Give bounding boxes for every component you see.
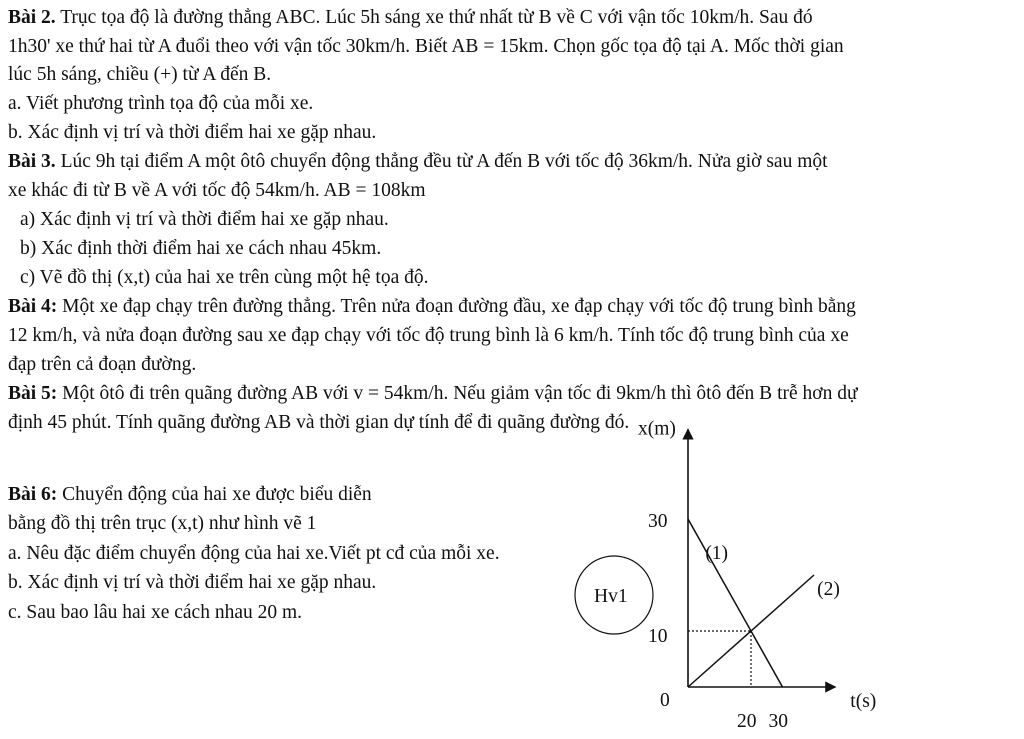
bai3-question-a: a) Xác định vị trí và thời điểm hai xe gặp nhau.	[20, 209, 389, 230]
bai6-question-c: c. Sau bao lâu hai xe cách nhau 20 m.	[8, 602, 303, 623]
bai4-label: Bài 4:	[8, 296, 58, 317]
bai6-text-1: Chuyển động của hai xe được biểu diễn	[57, 484, 372, 505]
bai2-line-2: 1h30' xe thứ hai từ A đuổi theo với vận tốc 30km/h. Biết AB = 15km. Chọn gốc tọa độ tại A. Mốc thời gian	[8, 36, 844, 57]
bai6-line-2: bằng đồ thị trên trục (x,t) như hình vẽ 1	[8, 513, 317, 534]
bai3-question-b: b) Xác định thời điểm hai xe cách nhau 45km.	[20, 238, 382, 259]
bai2-question-a: a. Viết phương trình tọa độ của mỗi xe.	[8, 93, 314, 114]
series-label: (1)	[705, 543, 729, 564]
bai4-line-2: 12 km/h, và nửa đoạn đường sau xe đạp chạy với tốc độ trung bình là 6 km/h. Tính tốc độ trung bình của xe	[8, 325, 849, 346]
series-line-1	[688, 519, 783, 687]
bai2-text-1: Trục tọa độ là đường thẳng ABC. Lúc 5h sáng xe thứ nhất từ B về C với vận tốc 10km/h. Sau đó	[55, 7, 813, 28]
bai2-line-3: lúc 5h sáng, chiều (+) từ A đến B.	[8, 64, 272, 85]
bai3-text-1: Lúc 9h tại điểm A một ôtô chuyển động thẳng đều từ A đến B với tốc độ 36km/h. Nửa giờ sau một	[55, 151, 828, 172]
bai6-question-b: b. Xác định vị trí và thời điểm hai xe gặp nhau.	[8, 572, 377, 593]
bai2-label: Bài 2.	[8, 7, 56, 28]
bai5-line-2: định 45 phút. Tính quãng đường AB và thời gian dự tính để đi quãng đường đó.	[8, 412, 630, 433]
y-axis-label: x(m)	[638, 418, 676, 440]
bai4-line-3: đạp trên cả đoạn đường.	[8, 354, 197, 375]
bai3-question-c: c) Vẽ đồ thị (x,t) của hai xe trên cùng một hệ tọa độ.	[20, 267, 429, 288]
bai2-question-b: b. Xác định vị trí và thời điểm hai xe gặp nhau.	[8, 122, 377, 143]
bai5-text-1: Một ôtô đi trên quãng đường AB với v = 54km/h. Nếu giảm vận tốc đi 9km/h thì ôtô đến B trễ hơn dự	[57, 383, 858, 404]
series-label: (2)	[817, 579, 840, 600]
x-tick-label: 20	[737, 711, 757, 732]
x-axis-label: t(s)	[850, 691, 877, 712]
origin-label: 0	[660, 690, 670, 711]
bai6-label: Bài 6:	[8, 484, 58, 505]
bai4-text-1: Một xe đạp chạy trên đường thẳng. Trên nửa đoạn đường đầu, xe đạp chạy với tốc độ trung bình bằng	[57, 296, 856, 317]
x-tick-label: 30	[768, 711, 788, 732]
bai3-label: Bài 3.	[8, 151, 56, 172]
bai6-question-a: a. Nêu đặc điểm chuyển động của hai xe.Viết pt cđ của mỗi xe.	[8, 543, 500, 564]
figure-label: Hv1	[594, 586, 628, 607]
bai3-line-2: xe khác đi từ B về A với tốc độ 54km/h. AB = 108km	[8, 180, 426, 201]
y-tick-label: 30	[648, 511, 668, 532]
bai5-label: Bài 5:	[8, 383, 58, 404]
y-tick-label: 10	[648, 626, 668, 647]
